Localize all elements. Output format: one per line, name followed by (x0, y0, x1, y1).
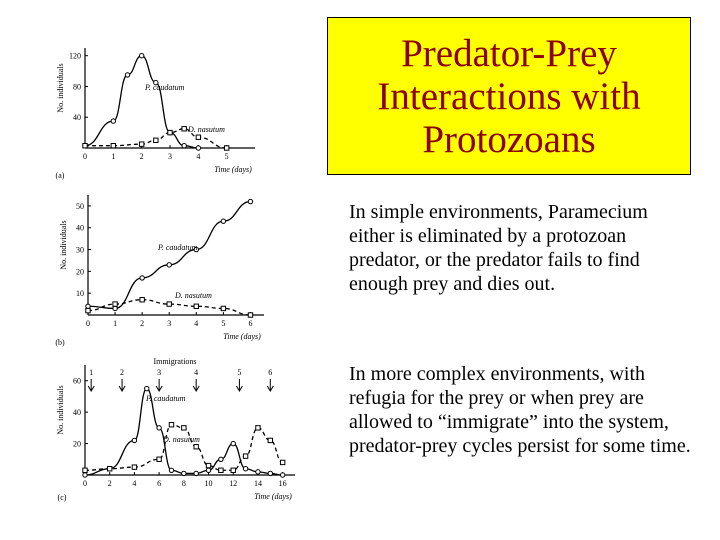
panel-1-point-square (140, 298, 144, 302)
panel-0-point-circle (182, 143, 186, 147)
panel-2-y-tick-label: 60 (73, 376, 81, 386)
panel-2-point-circle (231, 441, 235, 445)
panel-2-immigration-number: 5 (237, 368, 242, 377)
panel-2-point-square (256, 426, 260, 430)
panel-1-x-tick-label: 1 (113, 319, 118, 328)
panel-1-point-circle (221, 219, 225, 223)
panel-2-point-square (206, 463, 210, 467)
panel-0-point-square (182, 127, 186, 131)
panel-0-x-tick-label: 0 (83, 152, 87, 161)
panel-2-point-circle (194, 471, 198, 475)
panel-2-x-tick-label: 14 (253, 479, 262, 488)
panel-2-point-square (243, 454, 247, 458)
panel-1-x-tick-label: 5 (221, 319, 226, 328)
panel-2-point-circle (243, 467, 247, 471)
panel-2-point-circle (132, 438, 136, 442)
panel-1-y-axis-label: No. individuals (59, 220, 68, 270)
panel-2-point-circle (280, 473, 284, 477)
panel-0-series-label-1: D. nasutum (188, 125, 225, 134)
panel-2-series-label-0: P. caudatum (146, 394, 186, 403)
panel-2-annotation: Immigrations (153, 357, 197, 366)
panel-2-point-circle (145, 386, 149, 390)
panel-0-point-square (224, 146, 228, 150)
panel-1-series-label-0: P. caudatum (158, 243, 198, 252)
paragraph-complex-environments: In more complex environments, with refugia for the prey or when prey are allowed to “immigrate” into the system, predator-prey cycles persist for some time. (349, 363, 691, 457)
panel-1-x-tick-label: 3 (167, 319, 172, 328)
panel-2-point-square (157, 457, 161, 461)
panel-0-point-circle (196, 146, 200, 150)
panel-0-point-circle (139, 53, 143, 57)
panel-2-x-tick-label: 0 (83, 479, 87, 488)
panel-1-y-tick-label: 30 (76, 245, 84, 255)
panel-0-y-tick-label: 80 (73, 82, 81, 92)
panel-2-x-tick-label: 4 (132, 479, 137, 488)
panel-1-point-circle (248, 199, 252, 203)
panel-1-point-square (248, 313, 252, 317)
panel-1-x-tick-label: 4 (194, 319, 199, 328)
panel-0-x-tick-label: 4 (196, 152, 201, 161)
panel-1-x-axis-label: Time (days) (223, 332, 261, 341)
panel-0-point-circle (125, 73, 129, 77)
panel-2-point-circle (83, 473, 87, 477)
panel-2-point-circle (268, 471, 272, 475)
panel-2-point-circle (157, 426, 161, 430)
panel-2-point-square (83, 468, 87, 472)
panel-0-panel-label: (a) (55, 171, 65, 180)
panel-0-series-line-0 (85, 56, 198, 148)
panel-2-point-circle (206, 468, 210, 472)
panel-2-series-label-1: D. nasutum (163, 435, 200, 444)
panel-0-point-square (168, 130, 172, 134)
panel-0-series-label-0: P. caudatum (145, 83, 185, 92)
panel-0-x-tick-label: 3 (168, 152, 172, 161)
panel-1-point-square (221, 306, 225, 310)
panel-0-x-tick-label: 2 (139, 152, 144, 161)
panel-0-point-square (111, 143, 115, 147)
panel-2-y-tick-label: 40 (73, 408, 81, 418)
panel-2-y-tick-label: 20 (73, 439, 81, 449)
panel-1-x-tick-label: 0 (86, 319, 90, 328)
panel-2-point-square (132, 465, 136, 469)
panel-1-point-circle (86, 304, 90, 308)
panel-2-point-circle (182, 471, 186, 475)
panel-1-point-circle (113, 306, 117, 310)
panel-2-point-circle (256, 470, 260, 474)
panel-2-point-square (231, 468, 235, 472)
panel-2-point-square (169, 423, 173, 427)
panel-1-series-line-0 (88, 202, 250, 309)
figure-panels (0, 0, 330, 540)
panel-2-immigration-number: 4 (194, 368, 199, 377)
panel-2-immigration-number: 6 (268, 368, 273, 377)
panel-2-x-tick-label: 6 (157, 479, 162, 488)
panel-2-point-circle (219, 457, 223, 461)
panel-2-point-square (280, 460, 284, 464)
panel-1-y-tick-label: 10 (76, 289, 84, 299)
panel-2-point-square (182, 426, 186, 430)
panel-2-point-square (268, 438, 272, 442)
panel-0-point-square (83, 143, 87, 147)
panel-1-point-circle (140, 276, 144, 280)
panel-1-point-square (86, 308, 90, 312)
panel-1-point-square (194, 304, 198, 308)
panel-2-point-square (194, 445, 198, 449)
panel-0-x-axis-label: Time (days) (214, 165, 252, 174)
panel-2-x-tick-label: 10 (204, 479, 213, 488)
panel-2-immigration-number: 3 (157, 368, 162, 377)
panel-0-y-tick-label: 40 (73, 113, 81, 123)
panel-1-y-tick-label: 40 (76, 223, 84, 233)
panel-0-y-tick-label: 120 (69, 51, 81, 61)
panel-0-point-square (154, 138, 158, 142)
panel-2-x-axis-label: Time (days) (254, 492, 292, 501)
panel-0-x-tick-label: 1 (111, 152, 116, 161)
panel-0-point-circle (111, 119, 115, 123)
panel-2-x-tick-label: 12 (229, 479, 238, 488)
panel-1-x-tick-label: 2 (140, 319, 145, 328)
panel-2-series-line-1 (85, 425, 283, 471)
panel-0-point-square (139, 142, 143, 146)
panel-1-x-tick-label: 6 (248, 319, 253, 328)
panel-1-y-tick-label: 20 (76, 267, 84, 277)
panel-0-point-square (196, 135, 200, 139)
slide-title: Predator-Prey Interactions with Protozoans (377, 31, 641, 161)
panel-1-series-label-1: D. nasutum (175, 291, 212, 300)
panel-1-panel-label: (b) (55, 338, 65, 347)
panel-0-x-tick-label: 5 (224, 152, 229, 161)
title-box (327, 17, 691, 175)
panel-2-y-axis-label: No. individuals (56, 385, 65, 435)
panel-2-point-circle (169, 468, 173, 472)
panel-2-immigration-number: 1 (89, 368, 94, 377)
panel-2-panel-label: (c) (57, 493, 67, 502)
panel-2-immigration-number: 2 (120, 368, 125, 377)
panel-2-point-square (219, 468, 223, 472)
paragraph-simple-environments: In simple environments, Paramecium either is eliminated by a protozoan predator, or the predator fails to find enough prey and dies out. (349, 201, 648, 295)
panel-1-point-circle (167, 263, 171, 267)
panel-2-x-tick-label: 16 (278, 479, 287, 488)
panel-0-y-axis-label: No. individuals (56, 63, 65, 113)
panel-2-x-tick-label: 8 (181, 479, 186, 488)
panel-1-point-square (113, 302, 117, 306)
panel-2-point-square (108, 467, 112, 471)
panel-2-x-tick-label: 2 (107, 479, 112, 488)
panel-1-point-square (167, 302, 171, 306)
panel-1-y-tick-label: 50 (76, 201, 84, 211)
